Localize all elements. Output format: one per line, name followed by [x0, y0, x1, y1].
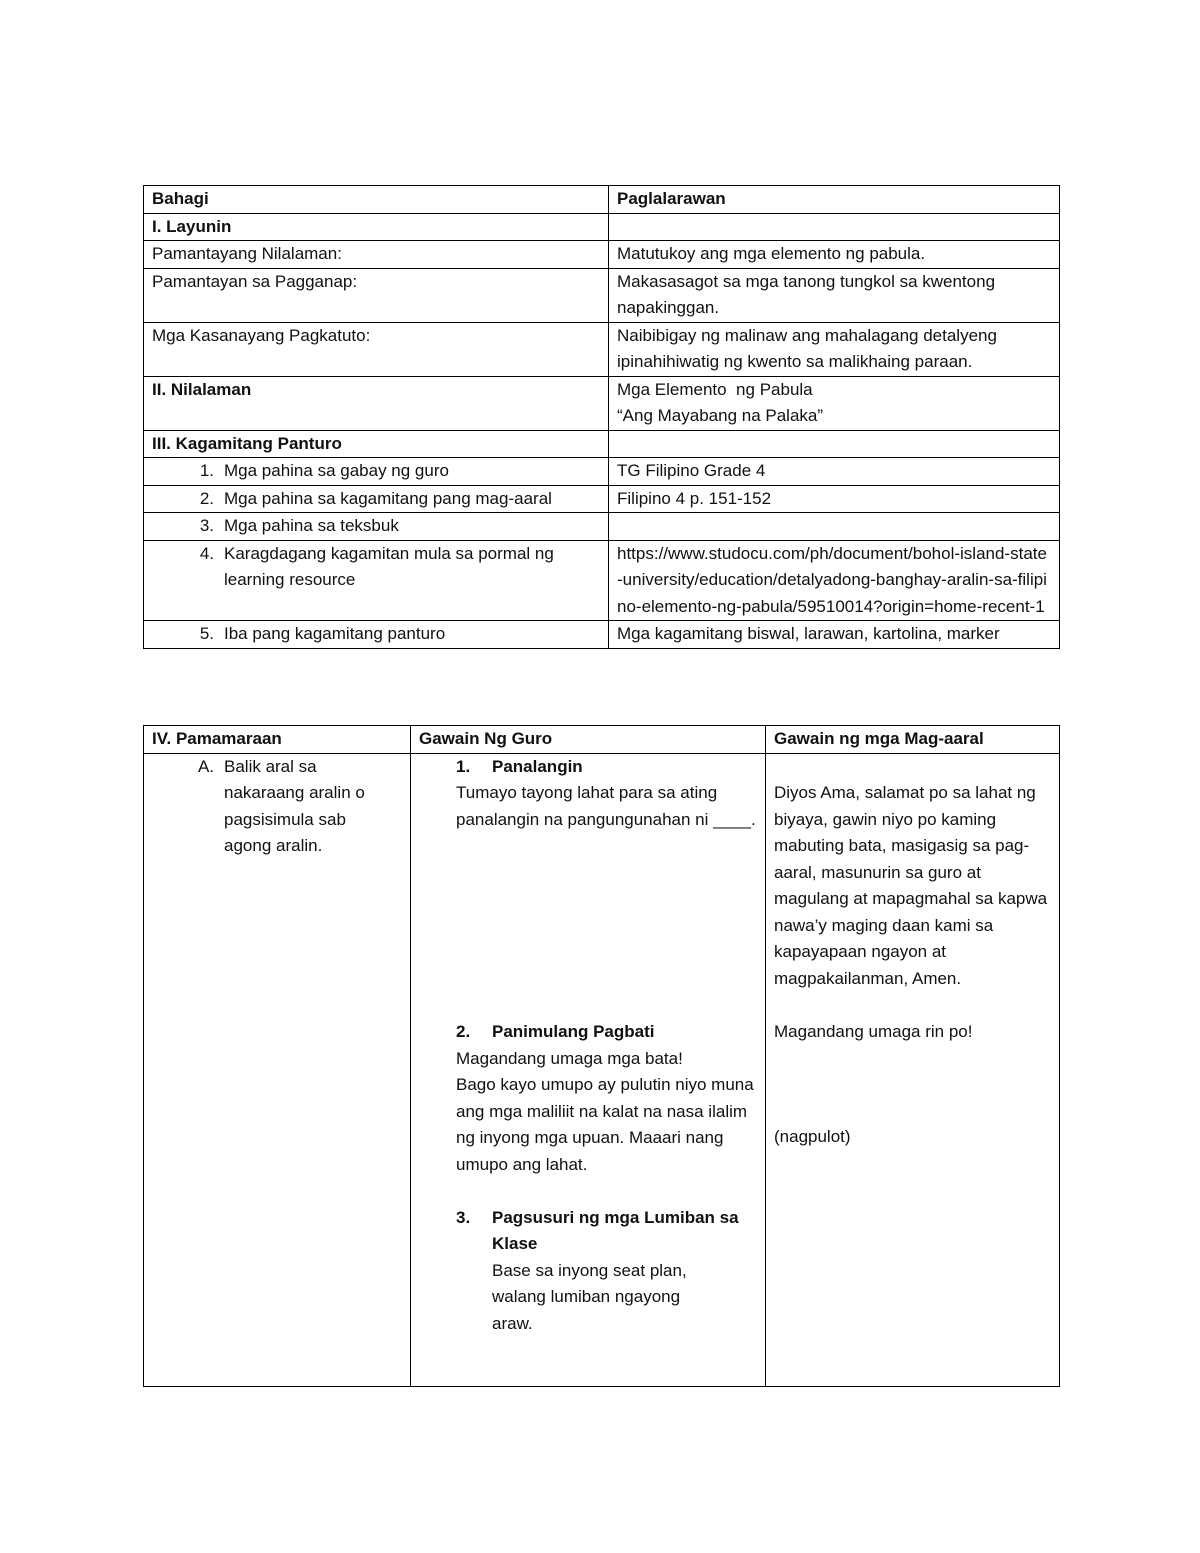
item-label: Karagdagang kagamitan mula sa pormal ng learning resource: [224, 543, 554, 589]
list-item: [144, 540, 1060, 621]
row-value: Naibibigay ng malinaw ang mahalagang detalyeng ipinahihiwatig ng kwento sa malikhaing paraan.: [609, 322, 1060, 376]
table-row: [144, 322, 1060, 376]
list-item: [144, 485, 1060, 513]
item-number: 4.: [199, 543, 214, 563]
header-gawain-guro: Gawain Ng Guro: [411, 726, 766, 754]
item-value-url: https://www.studocu.com/ph/document/bohol-island-state-university/education/detalyadong-banghay-aralin-sa-filipino-elemento-ng-pabula/59510014?origin=home-recent-1: [609, 540, 1060, 621]
greeting-text: Magandang umaga rin po!: [774, 1021, 973, 1041]
section-layunin-row: [144, 213, 1060, 241]
table-row: [144, 268, 1060, 322]
item-value: Mga kagamitang biswal, larawan, kartolina, marker: [609, 621, 1060, 649]
section-nilalaman-row: [144, 376, 1060, 430]
item-value: [609, 513, 1060, 541]
nilalaman-line2: “Ang Mayabang na Palaka”: [617, 406, 824, 425]
section-kagamitan: III. Kagamitang Panturo: [144, 430, 609, 458]
s2-number: 2.: [456, 1022, 471, 1041]
item-number: 1.: [199, 461, 214, 480]
s1-title: Panalangin: [492, 756, 583, 776]
list-item: [144, 458, 1060, 486]
s1-number: 1.: [456, 756, 471, 776]
item-label: Mga pahina sa teksbuk: [224, 516, 399, 535]
procedure-header-row: [144, 726, 1060, 754]
item-label: Mga pahina sa gabay ng guro: [224, 461, 449, 480]
s3-number: 3.: [456, 1207, 471, 1227]
header-paglalarawan: Paglalarawan: [609, 186, 1060, 214]
s1-text: Tumayo tayong lahat para sa ating panalangin na pangungunahan ni ____.: [456, 783, 756, 829]
s3-title: Pagsusuri ng mga Lumiban sa Klase: [492, 1207, 739, 1253]
nilalaman-value: [609, 376, 1060, 430]
gawain-magaaral-cell: [766, 753, 1060, 1386]
row-value: Makasasagot sa mga tanong tungkol sa kwentong napakinggan.: [609, 268, 1060, 322]
row-label: Pamantayang Nilalaman:: [144, 241, 609, 269]
lesson-plan-procedure-table: [143, 725, 1059, 1387]
nilalaman-line1: Mga Elemento ng Pabula: [617, 379, 813, 399]
s3-text: Base sa inyong seat plan, walang lumiban ngayong araw.: [492, 1260, 687, 1333]
section-nilalaman: II. Nilalaman: [144, 376, 609, 430]
table-header-row: [144, 186, 1060, 214]
row-value: Matutukoy ang mga elemento ng pabula.: [609, 241, 1060, 269]
item-value: TG Filipino Grade 4: [609, 458, 1060, 486]
list-item: [144, 513, 1060, 541]
item-number: 3.: [199, 516, 214, 535]
gawain-guro-cell: [411, 753, 766, 1386]
section-layunin: I. Layunin: [144, 213, 609, 241]
item-number: 2.: [199, 488, 214, 508]
item-label: Mga pahina sa kagamitang pang mag-aaral: [224, 488, 552, 508]
row-label: Pamantayan sa Pagganap:: [144, 268, 609, 322]
list-item: [144, 621, 1060, 649]
header-gawain-magaaral: Gawain ng mga Mag-aaral: [766, 726, 1060, 754]
item-label: Iba pang kagamitang panturo: [224, 624, 446, 643]
lesson-plan-top-table: [143, 185, 1059, 649]
header-pamamaraan: IV. Pamamaraan: [144, 726, 411, 754]
table-row: [144, 241, 1060, 269]
s2-text1: Magandang umaga mga bata!: [456, 1048, 683, 1068]
prayer-text: Diyos Ama, salamat po sa lahat ng biyaya, gawin niyo po kaming mabuting bata, masigasig sa pag-aaral, masunurin sa guro at magulang at mapagmahal sa kapwa nawa’y maging daan kami sa kapayapaan ngayon at magpakailanman, Amen.: [774, 783, 1048, 988]
action-text: (nagpulot): [774, 1127, 851, 1146]
s2-title: Panimulang Pagbati: [492, 1022, 655, 1041]
step-letter: A.: [197, 756, 214, 776]
procedure-step-cell: [144, 753, 411, 1386]
section-kagamitan-row: [144, 430, 1060, 458]
row-label: Mga Kasanayang Pagkatuto:: [144, 322, 609, 376]
item-value: Filipino 4 p. 151-152: [609, 485, 1060, 513]
item-number: 5.: [199, 624, 214, 643]
header-bahagi: Bahagi: [144, 186, 609, 214]
step-text: Balik aral sa nakaraang aralin o pagsisimula sab agong aralin.: [224, 756, 365, 855]
s2-text2: Bago kayo umupo ay pulutin niyo muna ang mga maliliit na kalat na nasa ilalim ng inyong mga upuan. Maaari nang umupo ang lahat.: [456, 1075, 754, 1174]
procedure-row: [144, 753, 1060, 1386]
